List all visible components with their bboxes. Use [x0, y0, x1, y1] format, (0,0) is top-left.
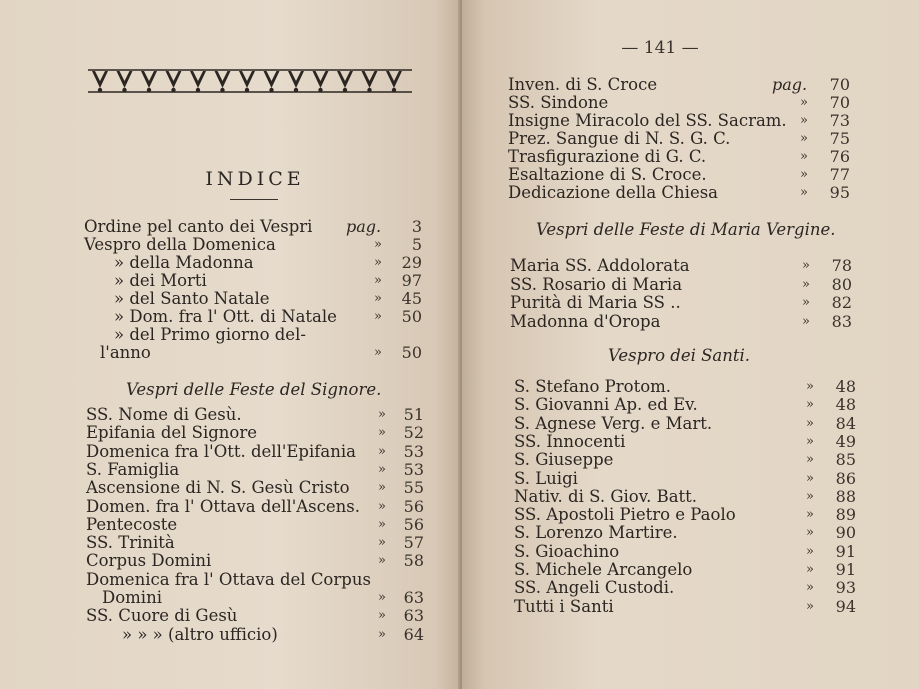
- toc-entry: [86, 461, 426, 479]
- toc-entry-page: 50: [401, 307, 422, 326]
- toc-entry: [514, 506, 864, 524]
- toc-entry-page: 77: [829, 165, 850, 184]
- toc-entry-page: 76: [829, 147, 850, 166]
- toc-entry: [84, 326, 424, 344]
- toc-entry-label: SS. Innocenti: [514, 431, 626, 451]
- ditto-marker: »: [374, 255, 382, 270]
- toc-entry-page: 45: [401, 289, 422, 308]
- toc-entry-label: S. Lorenzo Martire.: [514, 523, 678, 543]
- ditto-marker: »: [806, 415, 814, 431]
- toc-entry-page: 48: [835, 395, 856, 415]
- toc-entry: [510, 276, 860, 294]
- decorative-border-ornament: [88, 66, 412, 96]
- toc-entry-page: 91: [835, 560, 856, 579]
- toc-entry: [86, 626, 426, 644]
- toc-entry: [514, 561, 864, 579]
- toc-entry: [86, 571, 426, 589]
- title-rule: [230, 199, 278, 200]
- toc-entry-page: 51: [403, 405, 424, 424]
- toc-entry-label: Corpus Domini: [86, 551, 212, 571]
- toc-entry-label: Madonna d'Oropa: [510, 311, 661, 331]
- toc-entry-label: Domenica fra l'Ott. dell'Epifania: [86, 441, 356, 461]
- toc-entry-page: 89: [835, 505, 856, 525]
- toc-entry: [514, 470, 864, 488]
- toc-entry-label: S. Michele Arcangelo: [514, 560, 693, 579]
- toc-entry-label: Domini: [102, 588, 162, 607]
- ditto-marker: »: [806, 433, 814, 449]
- toc-entry: [514, 378, 864, 396]
- ditto-marker: »: [806, 598, 814, 614]
- ditto-marker: »: [800, 131, 808, 146]
- ditto-marker: »: [378, 425, 386, 441]
- toc-entry: [84, 344, 424, 362]
- toc-entry-page: 53: [403, 441, 424, 461]
- toc-entry-label: Trasfigurazione di G. C.: [508, 147, 707, 166]
- toc-entry-label: SS. Sindone: [508, 93, 609, 112]
- toc-entry-label: S. Famiglia: [86, 459, 180, 479]
- toc-entry-page: 82: [831, 293, 852, 312]
- ditto-marker: »: [378, 407, 386, 422]
- ditto-marker: »: [378, 626, 386, 642]
- ditto-marker: »: [806, 580, 814, 596]
- ditto-marker: »: [806, 543, 814, 559]
- toc-entry: [508, 112, 858, 130]
- ditto-marker: »: [806, 507, 814, 523]
- toc-entry-label: Ascensione di N. S. Gesù Cristo: [86, 478, 350, 498]
- toc-entry-label: S. Agnese Verg. e Mart.: [514, 413, 713, 433]
- toc-entry: [86, 406, 426, 424]
- page-number: — 141 —: [621, 38, 699, 58]
- toc-entry-page: 49: [835, 431, 856, 451]
- toc-entry-label: S. Giovanni Ap. ed Ev.: [514, 395, 698, 415]
- toc-entry-label: Insigne Miracolo del SS. Sacram.: [508, 111, 787, 130]
- toc-entry-page: 86: [835, 468, 856, 488]
- toc-entry-label: » Dom. fra l' Ott. di Natale: [114, 307, 337, 326]
- toc-entry: [508, 130, 858, 148]
- toc-entry: [514, 598, 864, 616]
- toc-entry-label: » del Primo giorno del-: [114, 325, 306, 344]
- toc-entry: [86, 479, 426, 497]
- toc-entry: [514, 543, 864, 561]
- toc-entry: [514, 415, 864, 433]
- toc-entry-label: S. Luigi: [514, 468, 578, 488]
- toc-entry: [508, 184, 858, 202]
- ditto-marker: »: [802, 276, 810, 292]
- toc-entry: [86, 424, 426, 442]
- ditto-marker: »: [800, 185, 808, 200]
- ditto-marker: »: [802, 313, 810, 329]
- toc-entry-label: SS. Rosario di Maria: [510, 274, 683, 294]
- ditto-marker: »: [378, 498, 386, 514]
- toc-entry-label: SS. Nome di Gesù.: [86, 405, 242, 424]
- toc-entry-page: 93: [835, 578, 856, 598]
- toc-entry-label: » dei Morti: [114, 271, 207, 290]
- toc-entry-label: Pentecoste: [86, 514, 178, 534]
- toc-entry-page: 80: [831, 274, 852, 294]
- toc-entry-label: Dedicazione della Chiesa: [508, 183, 719, 202]
- ditto-marker: »: [374, 291, 382, 306]
- ditto-marker: »: [806, 488, 814, 504]
- toc-entry-page: 70: [829, 93, 850, 112]
- toc-entry-page: 58: [403, 551, 424, 571]
- toc-entry-label: SS. Trinità: [86, 533, 175, 553]
- ditto-marker: »: [806, 379, 814, 394]
- toc-entry-label: Prez. Sangue di N. S. G. C.: [508, 129, 731, 148]
- section-santi-heading: Vespro dei Santi.: [608, 346, 751, 365]
- ditto-marker: »: [378, 535, 386, 551]
- toc-entry-page: 53: [403, 459, 424, 479]
- toc-entry-page: 50: [401, 343, 422, 362]
- toc-entry: [86, 534, 426, 552]
- toc-entry-label: S. Giuseppe: [514, 450, 614, 470]
- toc-entry: [508, 76, 858, 94]
- toc-entry: [86, 443, 426, 461]
- toc-entry-label: Domenica fra l' Ottava del Corpus: [86, 569, 371, 589]
- toc-entry-page: 84: [835, 413, 856, 433]
- ditto-marker: »: [802, 295, 810, 310]
- ditto-marker: »: [374, 237, 382, 252]
- toc-entry-page: 97: [401, 271, 422, 290]
- toc-entry-label: » del Santo Natale: [114, 289, 270, 308]
- toc-entry: [86, 589, 426, 607]
- ditto-marker: »: [806, 525, 814, 541]
- toc-entry: [508, 148, 858, 166]
- ditto-marker: »: [806, 452, 814, 468]
- toc-entry-page: 83: [831, 311, 852, 331]
- ditto-marker: »: [374, 309, 382, 324]
- toc-entry-page: 73: [829, 111, 850, 130]
- page-word: pag.: [346, 217, 382, 236]
- toc-entry-page: 63: [403, 588, 424, 607]
- ditto-marker: »: [378, 608, 386, 624]
- toc-entry-label: Tutti i Santi: [514, 596, 614, 616]
- index-title: INDICE: [205, 168, 305, 190]
- toc-entry-page: 55: [403, 478, 424, 498]
- toc-entry-page: 90: [835, 523, 856, 543]
- ditto-marker: »: [806, 397, 814, 413]
- ditto-marker: »: [378, 553, 386, 569]
- ditto-marker: »: [378, 443, 386, 459]
- ditto-marker: »: [374, 345, 382, 360]
- toc-entry-page: 95: [829, 183, 850, 202]
- toc-entry-label: l'anno: [100, 343, 151, 362]
- toc-entry: [84, 308, 424, 326]
- toc-entry-label: SS. Angeli Custodi.: [514, 578, 675, 598]
- toc-entry: [84, 218, 424, 236]
- toc-entry-page: 56: [403, 496, 424, 516]
- ditto-marker: »: [800, 167, 808, 182]
- toc-entry: [514, 488, 864, 506]
- ditto-marker: »: [800, 95, 808, 110]
- toc-entry-label: » della Madonna: [114, 253, 254, 272]
- toc-entry-page: 91: [835, 541, 856, 561]
- toc-entry: [508, 166, 858, 184]
- toc-entry-page: 88: [835, 486, 856, 506]
- toc-entry: [510, 257, 860, 275]
- toc-entry: [514, 524, 864, 542]
- toc-entry: [510, 313, 860, 331]
- toc-entry-page: 75: [829, 129, 850, 148]
- ditto-marker: »: [806, 562, 814, 577]
- ditto-marker: »: [378, 461, 386, 477]
- toc-entry-page: 85: [835, 450, 856, 470]
- toc-entry-label: Epifania del Signore: [86, 423, 258, 443]
- toc-entry: [84, 290, 424, 308]
- toc-entry-label: Maria SS. Addolorata: [510, 256, 690, 275]
- toc-entry-label: Nativ. di S. Giov. Batt.: [514, 486, 698, 506]
- toc-entry: [86, 607, 426, 625]
- toc-entry-label: Inven. di S. Croce: [508, 75, 658, 94]
- ditto-marker: »: [802, 258, 810, 273]
- page-word: pag.: [772, 75, 808, 94]
- ditto-marker: »: [378, 516, 386, 532]
- toc-entry: [508, 94, 858, 112]
- toc-entry: [86, 552, 426, 570]
- toc-entry-page: 3: [411, 217, 422, 236]
- toc-entry-page: 64: [403, 624, 424, 644]
- toc-entry-page: 29: [401, 253, 422, 272]
- toc-entry-label: » » » (altro ufficio): [122, 624, 278, 644]
- toc-entry-label: Domen. fra l' Ottava dell'Ascens.: [86, 496, 360, 516]
- ditto-marker: »: [374, 273, 382, 288]
- toc-entry-page: 52: [403, 423, 424, 443]
- toc-entry: [86, 498, 426, 516]
- toc-entry: [510, 294, 860, 312]
- toc-entry-label: Purità di Maria SS ..: [510, 293, 681, 312]
- toc-entry: [84, 236, 424, 254]
- toc-entry: [514, 433, 864, 451]
- toc-entry-page: 48: [835, 377, 856, 396]
- ditto-marker: »: [378, 480, 386, 496]
- toc-entry: [514, 451, 864, 469]
- toc-entry-label: S. Stefano Protom.: [514, 377, 672, 396]
- toc-entry: [514, 396, 864, 414]
- toc-entry-page: 78: [831, 256, 852, 275]
- toc-entry-page: 94: [835, 596, 856, 616]
- toc-entry-label: SS. Cuore di Gesù: [86, 606, 238, 626]
- toc-entry-label: SS. Apostoli Pietro e Paolo: [514, 505, 736, 525]
- toc-entry-label: Ordine pel canto dei Vespri: [84, 217, 313, 236]
- ditto-marker: »: [806, 470, 814, 486]
- ditto-marker: »: [378, 590, 386, 605]
- toc-entry: [84, 254, 424, 272]
- section-maria-heading: Vespri delle Feste di Maria Vergine.: [536, 220, 836, 239]
- ditto-marker: »: [800, 149, 808, 164]
- toc-entry-page: 57: [403, 533, 424, 553]
- toc-entry: [86, 516, 426, 534]
- toc-entry-label: S. Gioachino: [514, 541, 620, 561]
- right-page: [462, 0, 919, 689]
- toc-entry: [514, 579, 864, 597]
- toc-entry-label: Vespro della Domenica: [84, 235, 276, 254]
- toc-entry-page: 70: [829, 75, 850, 94]
- toc-entry-page: 63: [403, 606, 424, 626]
- toc-entry: [84, 272, 424, 290]
- toc-entry-label: Esaltazione di S. Croce.: [508, 165, 707, 184]
- section-signore-heading: Vespri delle Feste del Signore.: [126, 380, 382, 399]
- toc-entry-page: 56: [403, 514, 424, 534]
- toc-entry-page: 5: [411, 235, 422, 254]
- ditto-marker: »: [800, 113, 808, 128]
